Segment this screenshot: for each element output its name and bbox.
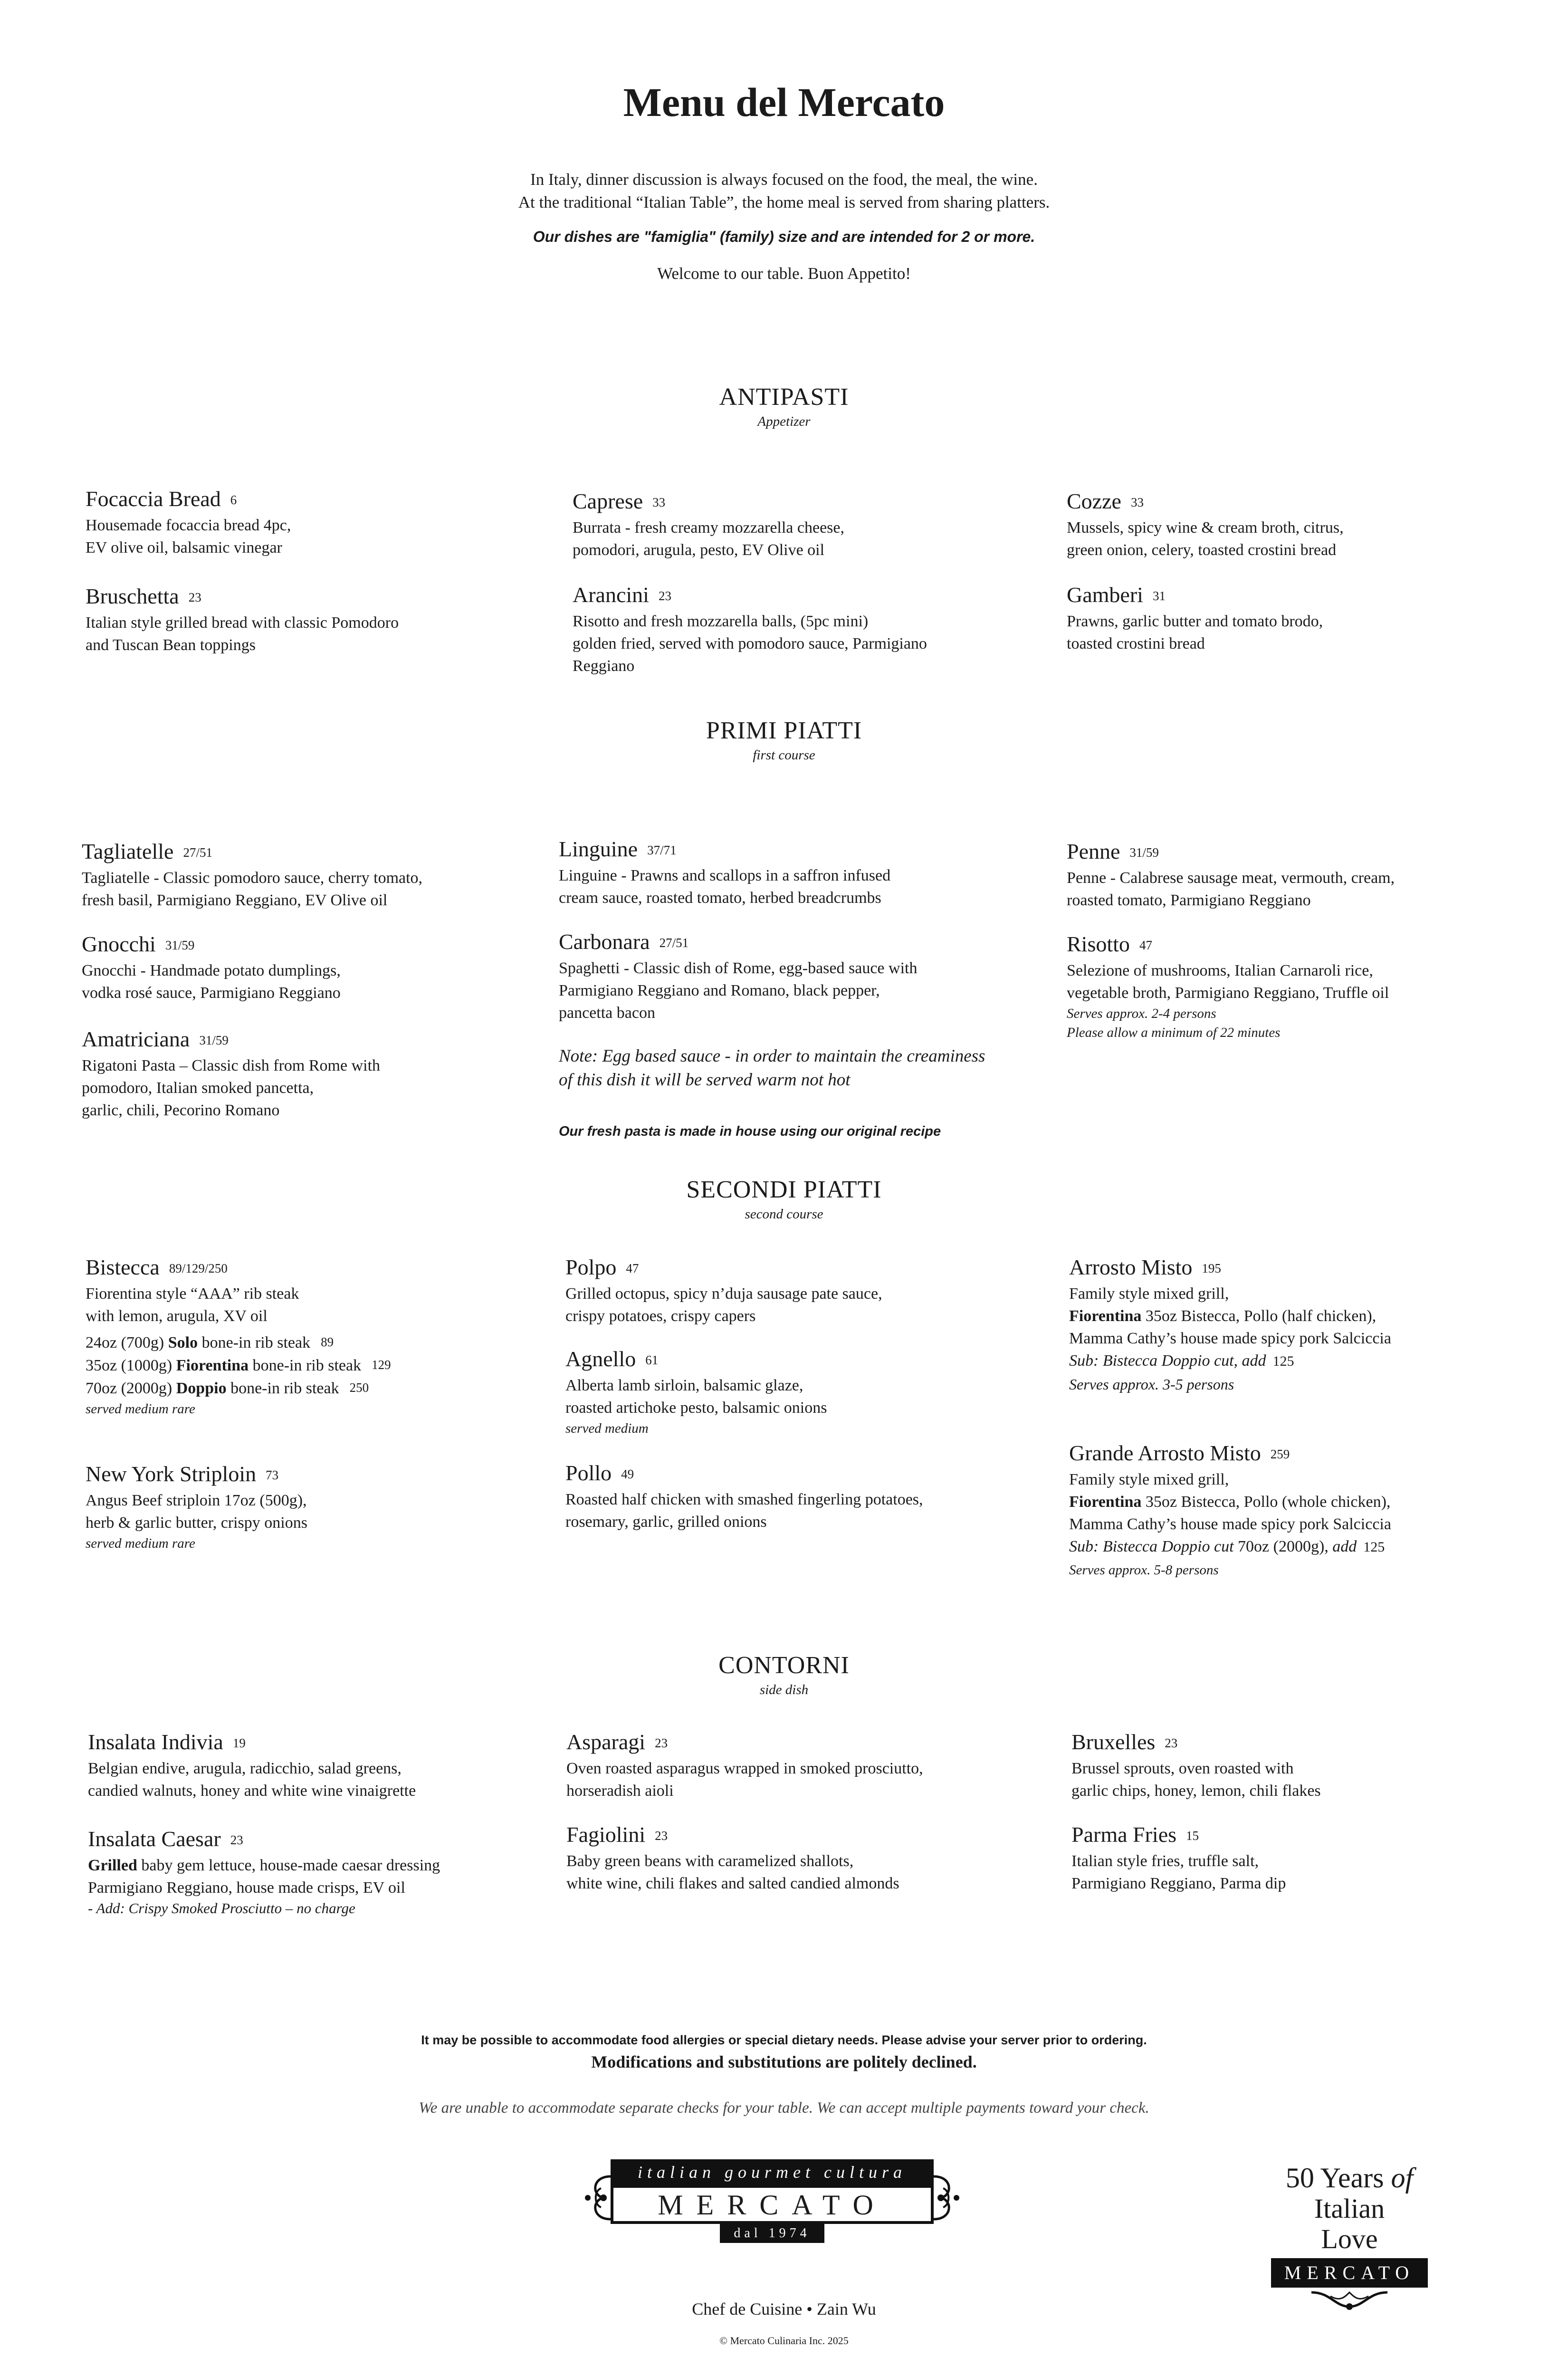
item-desc: Belgian endive, arugula, radicchio, salad greens, xyxy=(88,1760,402,1777)
section-title: PRIMI PIATTI xyxy=(706,717,862,744)
menu-item-fagiolini xyxy=(566,1820,1023,1895)
menu-item-amatriciana xyxy=(82,1025,509,1121)
steak-option-doppio: 70oz (2000g) Doppio bone-in rib steak 250 xyxy=(86,1380,369,1397)
menu-item-linguine xyxy=(559,835,986,909)
section-title: SECONDI PIATTI xyxy=(686,1176,882,1203)
item-price: 27/51 xyxy=(183,845,212,860)
note-line: of this dish it will be served warm not hot xyxy=(559,1070,851,1090)
fifty-years-badge xyxy=(1283,2162,1416,2311)
item-name: Tagliatelle xyxy=(82,839,174,863)
menu-item-asparagi xyxy=(566,1728,1023,1802)
item-desc: horseradish aioli xyxy=(566,1782,674,1800)
menu-item-arrosto-misto xyxy=(1069,1253,1525,1396)
item-price: 31/59 xyxy=(1129,845,1159,860)
ornament-right-icon xyxy=(929,2172,962,2224)
item-desc: pancetta bacon xyxy=(559,1004,655,1022)
mercato-logo xyxy=(582,2153,962,2243)
menu-item-tagliatelle xyxy=(82,837,509,911)
item-price: 89/129/250 xyxy=(169,1261,228,1275)
menu-item-bruschetta xyxy=(86,582,513,656)
fifty-years-mercato-bar: MERCATO xyxy=(1271,2258,1428,2288)
menu-item-parma-fries xyxy=(1071,1820,1499,1895)
item-desc: Fiorentina 35oz Bistecca, Pollo (half chicken), xyxy=(1069,1307,1377,1325)
item-desc: vodka rosé sauce, Parmigiano Reggiano xyxy=(82,984,341,1002)
item-desc: pomodori, arugula, pesto, EV Olive oil xyxy=(573,541,825,559)
menu-item-insalata-caesar xyxy=(88,1825,539,1918)
item-desc: and Tuscan Bean toppings xyxy=(86,636,256,654)
item-desc: crispy potatoes, crispy capers xyxy=(565,1307,756,1325)
item-note: served medium rare xyxy=(86,1401,195,1417)
item-name: Arancini xyxy=(573,583,649,607)
item-name: Polpo xyxy=(565,1255,617,1279)
item-name: Arrosto Misto xyxy=(1069,1255,1193,1279)
item-desc: herb & garlic butter, crispy onions xyxy=(86,1514,307,1532)
logo-tagline: italian gourmet cultura xyxy=(611,2159,934,2185)
item-desc: Grilled baby gem lettuce, house-made caesar dressing xyxy=(88,1857,440,1874)
item-price: 47 xyxy=(626,1261,639,1275)
section-title: ANTIPASTI xyxy=(719,383,849,411)
item-name: Carbonara xyxy=(559,929,650,954)
item-desc: Tagliatelle - Classic pomodoro sauce, cherry tomato, xyxy=(82,869,423,887)
fresh-pasta-note: Our fresh pasta is made in house using our original recipe xyxy=(559,1124,941,1139)
menu-item-bistecca xyxy=(86,1253,537,1418)
note-line: Note: Egg based sauce - in order to maintain the creaminess xyxy=(559,1046,985,1066)
item-price: 73 xyxy=(266,1468,279,1482)
checks-notice: We are unable to accommodate separate checks for your table. We can accept multiple payments toward your check. xyxy=(419,2099,1149,2117)
item-name: Parma Fries xyxy=(1071,1822,1177,1847)
item-desc: Prawns, garlic butter and tomato brodo, xyxy=(1067,613,1323,630)
logo-since: dal 1974 xyxy=(720,2224,824,2243)
menu-item-insalata-indivia xyxy=(88,1728,516,1802)
item-note: Please allow a minimum of 22 minutes xyxy=(1067,1025,1281,1040)
item-desc: pomodoro, Italian smoked pancetta, xyxy=(82,1079,314,1097)
item-name: Risotto xyxy=(1067,932,1130,956)
item-note: - Add: Crispy Smoked Prosciutto – no charge xyxy=(88,1900,355,1916)
item-price: 15 xyxy=(1186,1829,1199,1843)
item-desc: Reggiano xyxy=(573,657,635,675)
intro-line-1: In Italy, dinner discussion is always focused on the food, the meal, the wine. xyxy=(530,170,1038,189)
item-desc: Family style mixed grill, xyxy=(1069,1471,1229,1488)
item-desc: toasted crostini bread xyxy=(1067,635,1205,652)
item-name: Gamberi xyxy=(1067,583,1143,607)
steak-option-solo: 24oz (700g) Solo bone-in rib steak 89 xyxy=(86,1334,334,1351)
item-desc: roasted tomato, Parmigiano Reggiano xyxy=(1067,891,1311,909)
item-desc: Mussels, spicy wine & cream broth, citrus, xyxy=(1067,519,1344,537)
item-price: 27/51 xyxy=(659,936,689,950)
italian-love-text: Italian Love xyxy=(1314,2193,1385,2254)
item-price: 195 xyxy=(1202,1261,1221,1275)
item-desc: Baby green beans with caramelized shallots, xyxy=(566,1852,854,1870)
item-desc: Parmigiano Reggiano, Parma dip xyxy=(1071,1875,1286,1892)
fifty-years-of: of xyxy=(1391,2162,1414,2194)
item-desc: Housemade focaccia bread 4pc, xyxy=(86,517,291,534)
item-desc: fresh basil, Parmigiano Reggiano, EV Olive oil xyxy=(82,891,388,909)
item-name: Grande Arrosto Misto xyxy=(1069,1441,1261,1465)
item-name: Gnocchi xyxy=(82,932,156,956)
section-subtitle: first course xyxy=(753,747,815,763)
item-price: 33 xyxy=(652,495,666,509)
menu-item-carbonara xyxy=(559,928,986,1024)
item-desc: Roasted half chicken with smashed fingerling potatoes, xyxy=(565,1491,923,1508)
item-desc: Selezione of mushrooms, Italian Carnaroli rice, xyxy=(1067,962,1373,979)
item-sub: Sub: Bistecca Doppio cut 70oz (2000g), add 125 xyxy=(1069,1538,1385,1555)
item-desc: Mamma Cathy’s house made spicy pork Salciccia xyxy=(1069,1330,1391,1347)
section-subtitle: second course xyxy=(745,1207,823,1222)
item-name: Insalata Caesar xyxy=(88,1827,221,1851)
item-price: 31/59 xyxy=(199,1033,229,1047)
item-name: New York Striploin xyxy=(86,1462,257,1486)
item-name: Agnello xyxy=(565,1347,636,1371)
item-price: 31/59 xyxy=(165,938,195,952)
menu-item-grande-arrosto xyxy=(1069,1439,1525,1582)
copyright: © Mercato Culinaria Inc. 2025 xyxy=(719,2335,849,2347)
item-desc: Parmigiano Reggiano, house made crisps, EV oil xyxy=(88,1879,405,1897)
section-subtitle: Appetizer xyxy=(757,414,811,429)
item-desc: Linguine - Prawns and scallops in a saffron infused xyxy=(559,867,891,884)
item-price: 23 xyxy=(1165,1736,1178,1750)
item-price: 6 xyxy=(230,493,237,507)
item-desc: Spaghetti - Classic dish of Rome, egg-based sauce with xyxy=(559,959,918,977)
welcome-line: Welcome to our table. Buon Appetito! xyxy=(657,264,911,283)
item-desc: garlic chips, honey, lemon, chili flakes xyxy=(1071,1782,1321,1800)
section-primi xyxy=(0,717,1568,763)
egg-sauce-note xyxy=(559,1044,1034,1092)
item-desc: Family style mixed grill, xyxy=(1069,1285,1229,1303)
item-price: 23 xyxy=(230,1833,243,1847)
intro-emphasis: Our dishes are "famiglia" (family) size and are intended for 2 or more. xyxy=(533,228,1035,245)
intro-line-2: At the traditional “Italian Table”, the home meal is served from sharing platters. xyxy=(518,193,1050,211)
item-desc: roasted artichoke pesto, balsamic onions xyxy=(565,1399,827,1417)
menu-item-penne xyxy=(1067,837,1494,911)
item-desc: Fiorentina style “AAA” rib steak xyxy=(86,1285,299,1303)
menu-item-polpo xyxy=(565,1253,993,1327)
item-note: Serves approx. 2-4 persons xyxy=(1067,1006,1216,1021)
item-desc: Italian style fries, truffle salt, xyxy=(1071,1852,1259,1870)
item-desc: Burrata - fresh creamy mozzarella cheese, xyxy=(573,519,844,537)
item-note: Serves approx. 3-5 persons xyxy=(1069,1376,1234,1393)
item-desc: Brussel sprouts, oven roasted with xyxy=(1071,1760,1294,1777)
item-name: Pollo xyxy=(565,1461,612,1485)
item-price: 37/71 xyxy=(647,843,677,857)
menu-item-cozze xyxy=(1067,487,1494,561)
item-desc: with lemon, arugula, XV oil xyxy=(86,1307,268,1325)
item-name: Cozze xyxy=(1067,489,1121,513)
item-price: 259 xyxy=(1270,1447,1290,1461)
item-name: Insalata Indivia xyxy=(88,1730,223,1754)
modifications-notice: Modifications and substitutions are politely declined. xyxy=(591,2052,977,2071)
item-name: Bistecca xyxy=(86,1255,160,1279)
item-desc: Penne - Calabrese sausage meat, vermouth, cream, xyxy=(1067,869,1395,887)
item-desc: vegetable broth, Parmigiano Reggiano, Truffle oil xyxy=(1067,984,1389,1002)
item-desc: rosemary, garlic, grilled onions xyxy=(565,1513,767,1531)
item-name: Linguine xyxy=(559,837,638,861)
menu-item-focaccia xyxy=(86,485,513,559)
allergy-notice: It may be possible to accommodate food allergies or special dietary needs. Please advise your server prior to ordering. xyxy=(421,2033,1147,2047)
menu-item-striploin xyxy=(86,1460,513,1553)
item-desc: Gnocchi - Handmade potato dumplings, xyxy=(82,962,341,979)
item-desc: Fiorentina 35oz Bistecca, Pollo (whole chicken), xyxy=(1069,1493,1391,1511)
section-title: CONTORNI xyxy=(718,1652,850,1679)
chef-credit: Chef de Cuisine • Zain Wu xyxy=(692,2299,876,2319)
item-desc: green onion, celery, toasted crostini bread xyxy=(1067,541,1337,559)
item-name: Caprese xyxy=(573,489,643,513)
item-name: Focaccia Bread xyxy=(86,487,221,511)
menu-item-gnocchi xyxy=(82,930,509,1004)
item-desc: Parmigiano Reggiano and Romano, black pepper, xyxy=(559,982,880,999)
item-name: Bruxelles xyxy=(1071,1730,1156,1754)
item-price: 23 xyxy=(188,590,201,604)
item-name: Amatriciana xyxy=(82,1027,190,1051)
page-title: Menu del Mercato xyxy=(623,79,945,125)
item-note: Serves approx. 5-8 persons xyxy=(1069,1562,1219,1578)
item-price: 47 xyxy=(1139,938,1152,952)
item-desc: Grilled octopus, spicy n’duja sausage pate sauce, xyxy=(565,1285,882,1303)
item-desc: Alberta lamb sirloin, balsamic glaze, xyxy=(565,1377,803,1394)
item-name: Asparagi xyxy=(566,1730,646,1754)
item-desc: Rigatoni Pasta – Classic dish from Rome with xyxy=(82,1057,381,1074)
steak-option-fiorentina: 35oz (1000g) Fiorentina bone-in rib steak 129 xyxy=(86,1357,391,1374)
menu-item-caprese xyxy=(573,487,1000,561)
menu-item-arancini xyxy=(573,581,1000,677)
item-price: 23 xyxy=(655,1736,668,1750)
section-contorni xyxy=(0,1651,1568,1698)
item-desc: Italian style grilled bread with classic Pomodoro xyxy=(86,614,399,632)
item-price: 19 xyxy=(232,1736,246,1750)
item-desc: white wine, chili flakes and salted candied almonds xyxy=(566,1875,899,1892)
item-desc: Oven roasted asparagus wrapped in smoked prosciutto, xyxy=(566,1760,923,1777)
section-antipasti xyxy=(0,383,1568,430)
section-secondi xyxy=(0,1176,1568,1222)
item-note: served medium xyxy=(565,1421,649,1436)
item-sub: Sub: Bistecca Doppio cut, add 125 xyxy=(1069,1352,1294,1370)
item-desc: candied walnuts, honey and white wine vinaigrette xyxy=(88,1782,416,1800)
item-price: 61 xyxy=(645,1353,659,1367)
item-desc: cream sauce, roasted tomato, herbed breadcrumbs xyxy=(559,889,881,907)
item-price: 49 xyxy=(621,1467,634,1481)
item-name: Penne xyxy=(1067,839,1120,863)
item-price: 23 xyxy=(658,589,671,603)
menu-item-pollo xyxy=(565,1459,993,1533)
item-desc: Angus Beef striploin 17oz (500g), xyxy=(86,1492,307,1509)
item-desc: Risotto and fresh mozzarella balls, (5pc mini) xyxy=(573,613,869,630)
item-name: Fagiolini xyxy=(566,1822,646,1847)
item-desc: EV olive oil, balsamic vinegar xyxy=(86,539,282,556)
fifty-years-text: 50 Years xyxy=(1285,2162,1384,2194)
item-note: served medium rare xyxy=(86,1536,195,1551)
menu-item-agnello xyxy=(565,1345,993,1438)
section-subtitle: side dish xyxy=(759,1682,809,1697)
logo-name: MERCATO xyxy=(611,2185,934,2224)
item-desc: garlic, chili, Pecorino Romano xyxy=(82,1102,280,1119)
item-name: Bruschetta xyxy=(86,584,179,608)
menu-item-bruxelles xyxy=(1071,1728,1499,1802)
item-desc: Mamma Cathy’s house made spicy pork Salciccia xyxy=(1069,1515,1391,1533)
item-desc: golden fried, served with pomodoro sauce, Parmigiano xyxy=(573,635,927,652)
item-price: 33 xyxy=(1130,495,1144,509)
item-price: 31 xyxy=(1152,589,1166,603)
menu-item-gamberi xyxy=(1067,581,1494,655)
menu-item-risotto xyxy=(1067,930,1494,1042)
item-price: 23 xyxy=(655,1829,668,1843)
